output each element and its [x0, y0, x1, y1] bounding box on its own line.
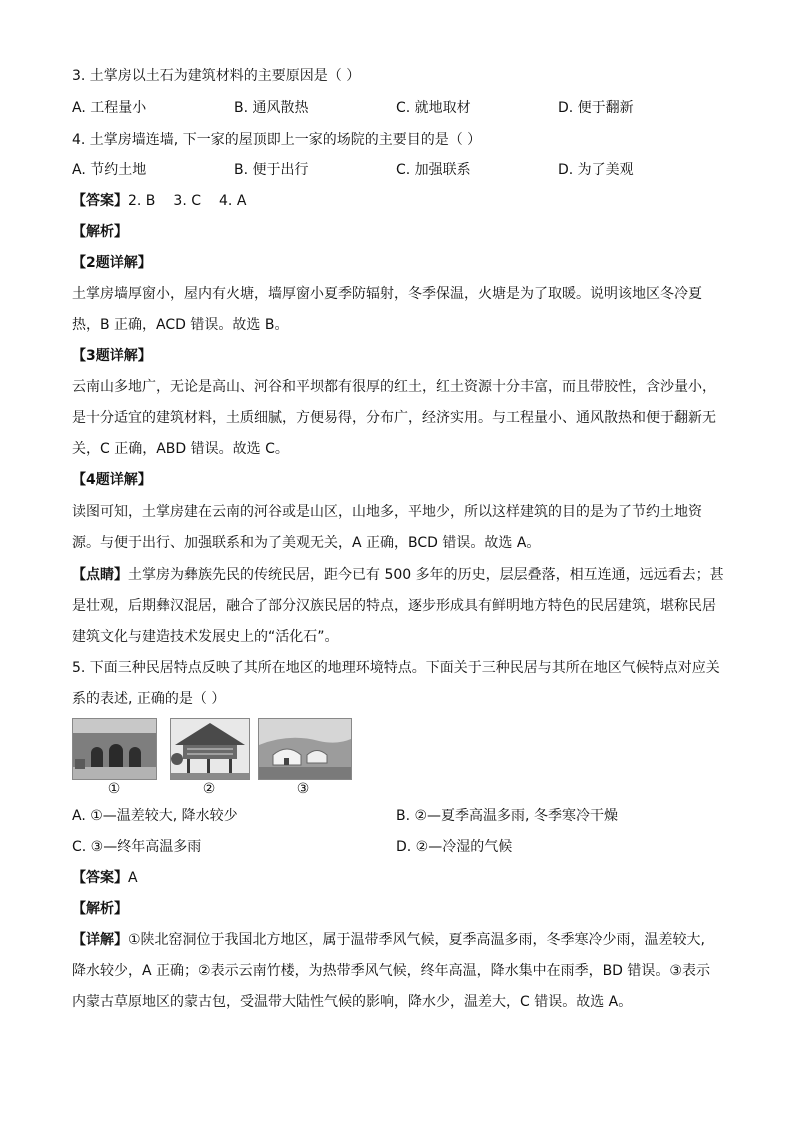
q5-option-a: A. ①—温差较大, 降水较少	[72, 808, 238, 824]
question-5-stem: 系的表述, 正确的是（ ）	[72, 691, 226, 707]
highlight-line: 建筑文化与建造技术发展史上的“活化石”。	[72, 629, 339, 645]
q3-option-b: B. 通风散热	[234, 100, 309, 116]
q3-option-c: C. 就地取材	[396, 100, 471, 116]
detail-4-title: 【4题详解】	[72, 472, 152, 488]
q4-option-a: A. 节约土地	[72, 162, 147, 178]
detail-5-line	[72, 930, 705, 950]
cave-dwelling-image	[72, 718, 157, 780]
detail-2-title: 【2题详解】	[72, 255, 152, 271]
q3-option-d: D. 便于翻新	[558, 100, 634, 116]
analysis-label-2: 【解析】	[72, 901, 128, 917]
highlight-text: 土掌房为彝族先民的传统民居，距今已有 500 多年的历史，层层叠落，相互连通，远远看去；甚	[128, 567, 724, 583]
answer-label: 【答案】	[72, 193, 128, 209]
answer-label: 【答案】	[72, 870, 128, 886]
q5-option-c: C. ③—终年高温多雨	[72, 839, 202, 855]
detail-2-line: 热，B 正确，ACD 错误。故选 B。	[72, 317, 289, 333]
yurt-image	[258, 718, 352, 780]
detail-3-title: 【3题详解】	[72, 348, 152, 364]
question-5-stem: 5. 下面三种民居特点反映了其所在地区的地理环境特点。下面关于三种民居与其所在地区气候特点对应关	[72, 660, 720, 676]
q4-option-b: B. 便于出行	[234, 162, 309, 178]
q3-option-a: A. 工程量小	[72, 100, 147, 116]
detail-3-line: 关，C 正确，ABD 错误。故选 C。	[72, 441, 289, 457]
answer-item: 2. B	[128, 193, 156, 209]
question-4-stem: 4. 土掌房墙连墙, 下一家的屋顶即上一家的场院的主要目的是（ ）	[72, 132, 482, 148]
answer-item: 3. C	[173, 193, 202, 209]
bamboo-house-image	[170, 718, 250, 780]
q4-option-c: C. 加强联系	[396, 162, 471, 178]
q5-option-b: B. ②—夏季高温多雨, 冬季寒冷干燥	[396, 808, 618, 824]
analysis-label-1: 【解析】	[72, 224, 128, 240]
question-3-stem: 3. 土掌房以土石为建筑材料的主要原因是（ ）	[72, 68, 361, 84]
q5-option-d: D. ②—冷湿的气候	[396, 839, 513, 855]
detail-5-text: ①陕北窑洞位于我国北方地区，属于温带季风气候，夏季高温多雨，冬季寒冷少雨，温差较大,	[128, 932, 705, 948]
answer-value: A	[128, 870, 138, 886]
highlight-label: 【点睛】	[72, 567, 128, 583]
highlight-line: 是壮观，后期彝汉混居，融合了部分汉族民居的特点，逐步形成具有鲜明地方特色的民居建筑，堪称民居	[72, 598, 716, 614]
detail-5-label: 【详解】	[72, 932, 128, 948]
detail-3-line: 云南山多地广，无论是高山、河谷和平坝都有很厚的红土，红土资源十分丰富，而且带胶性，含沙量小，	[72, 379, 716, 395]
detail-5-line: 内蒙古草原地区的蒙古包，受温带大陆性气候的影响，降水少，温差大，C 错误。故选 A。	[72, 994, 633, 1010]
image-label-3: ③	[296, 781, 310, 797]
image-label-1: ①	[107, 781, 121, 797]
q4-option-d: D. 为了美观	[558, 162, 634, 178]
detail-4-line: 读图可知，土掌房建在云南的河谷或是山区，山地多，平地少，所以这样建筑的目的是为了节约土地资	[72, 504, 702, 520]
highlight-line	[72, 565, 724, 585]
detail-3-line: 是十分适宜的建筑材料，土质细腻，方便易得，分布广，经济实用。与工程量小、通风散热和便于翻新无	[72, 410, 716, 426]
detail-4-line: 源。与便于出行、加强联系和为了美观无关，A 正确，BCD 错误。故选 A。	[72, 535, 541, 551]
detail-5-line: 降水较少，A 正确；②表示云南竹楼，为热带季风气候，终年高温，降水集中在雨季，BD 错误。③表示	[72, 963, 710, 979]
answer-line-2	[72, 868, 138, 888]
answer-item: 4. A	[219, 193, 247, 209]
detail-2-line: 土掌房墙厚窗小，屋内有火塘，墙厚窗小夏季防辐射，冬季保温，火塘是为了取暖。说明该地区冬冷夏	[72, 286, 702, 302]
image-label-2: ②	[202, 781, 216, 797]
answer-line-1	[72, 191, 264, 211]
